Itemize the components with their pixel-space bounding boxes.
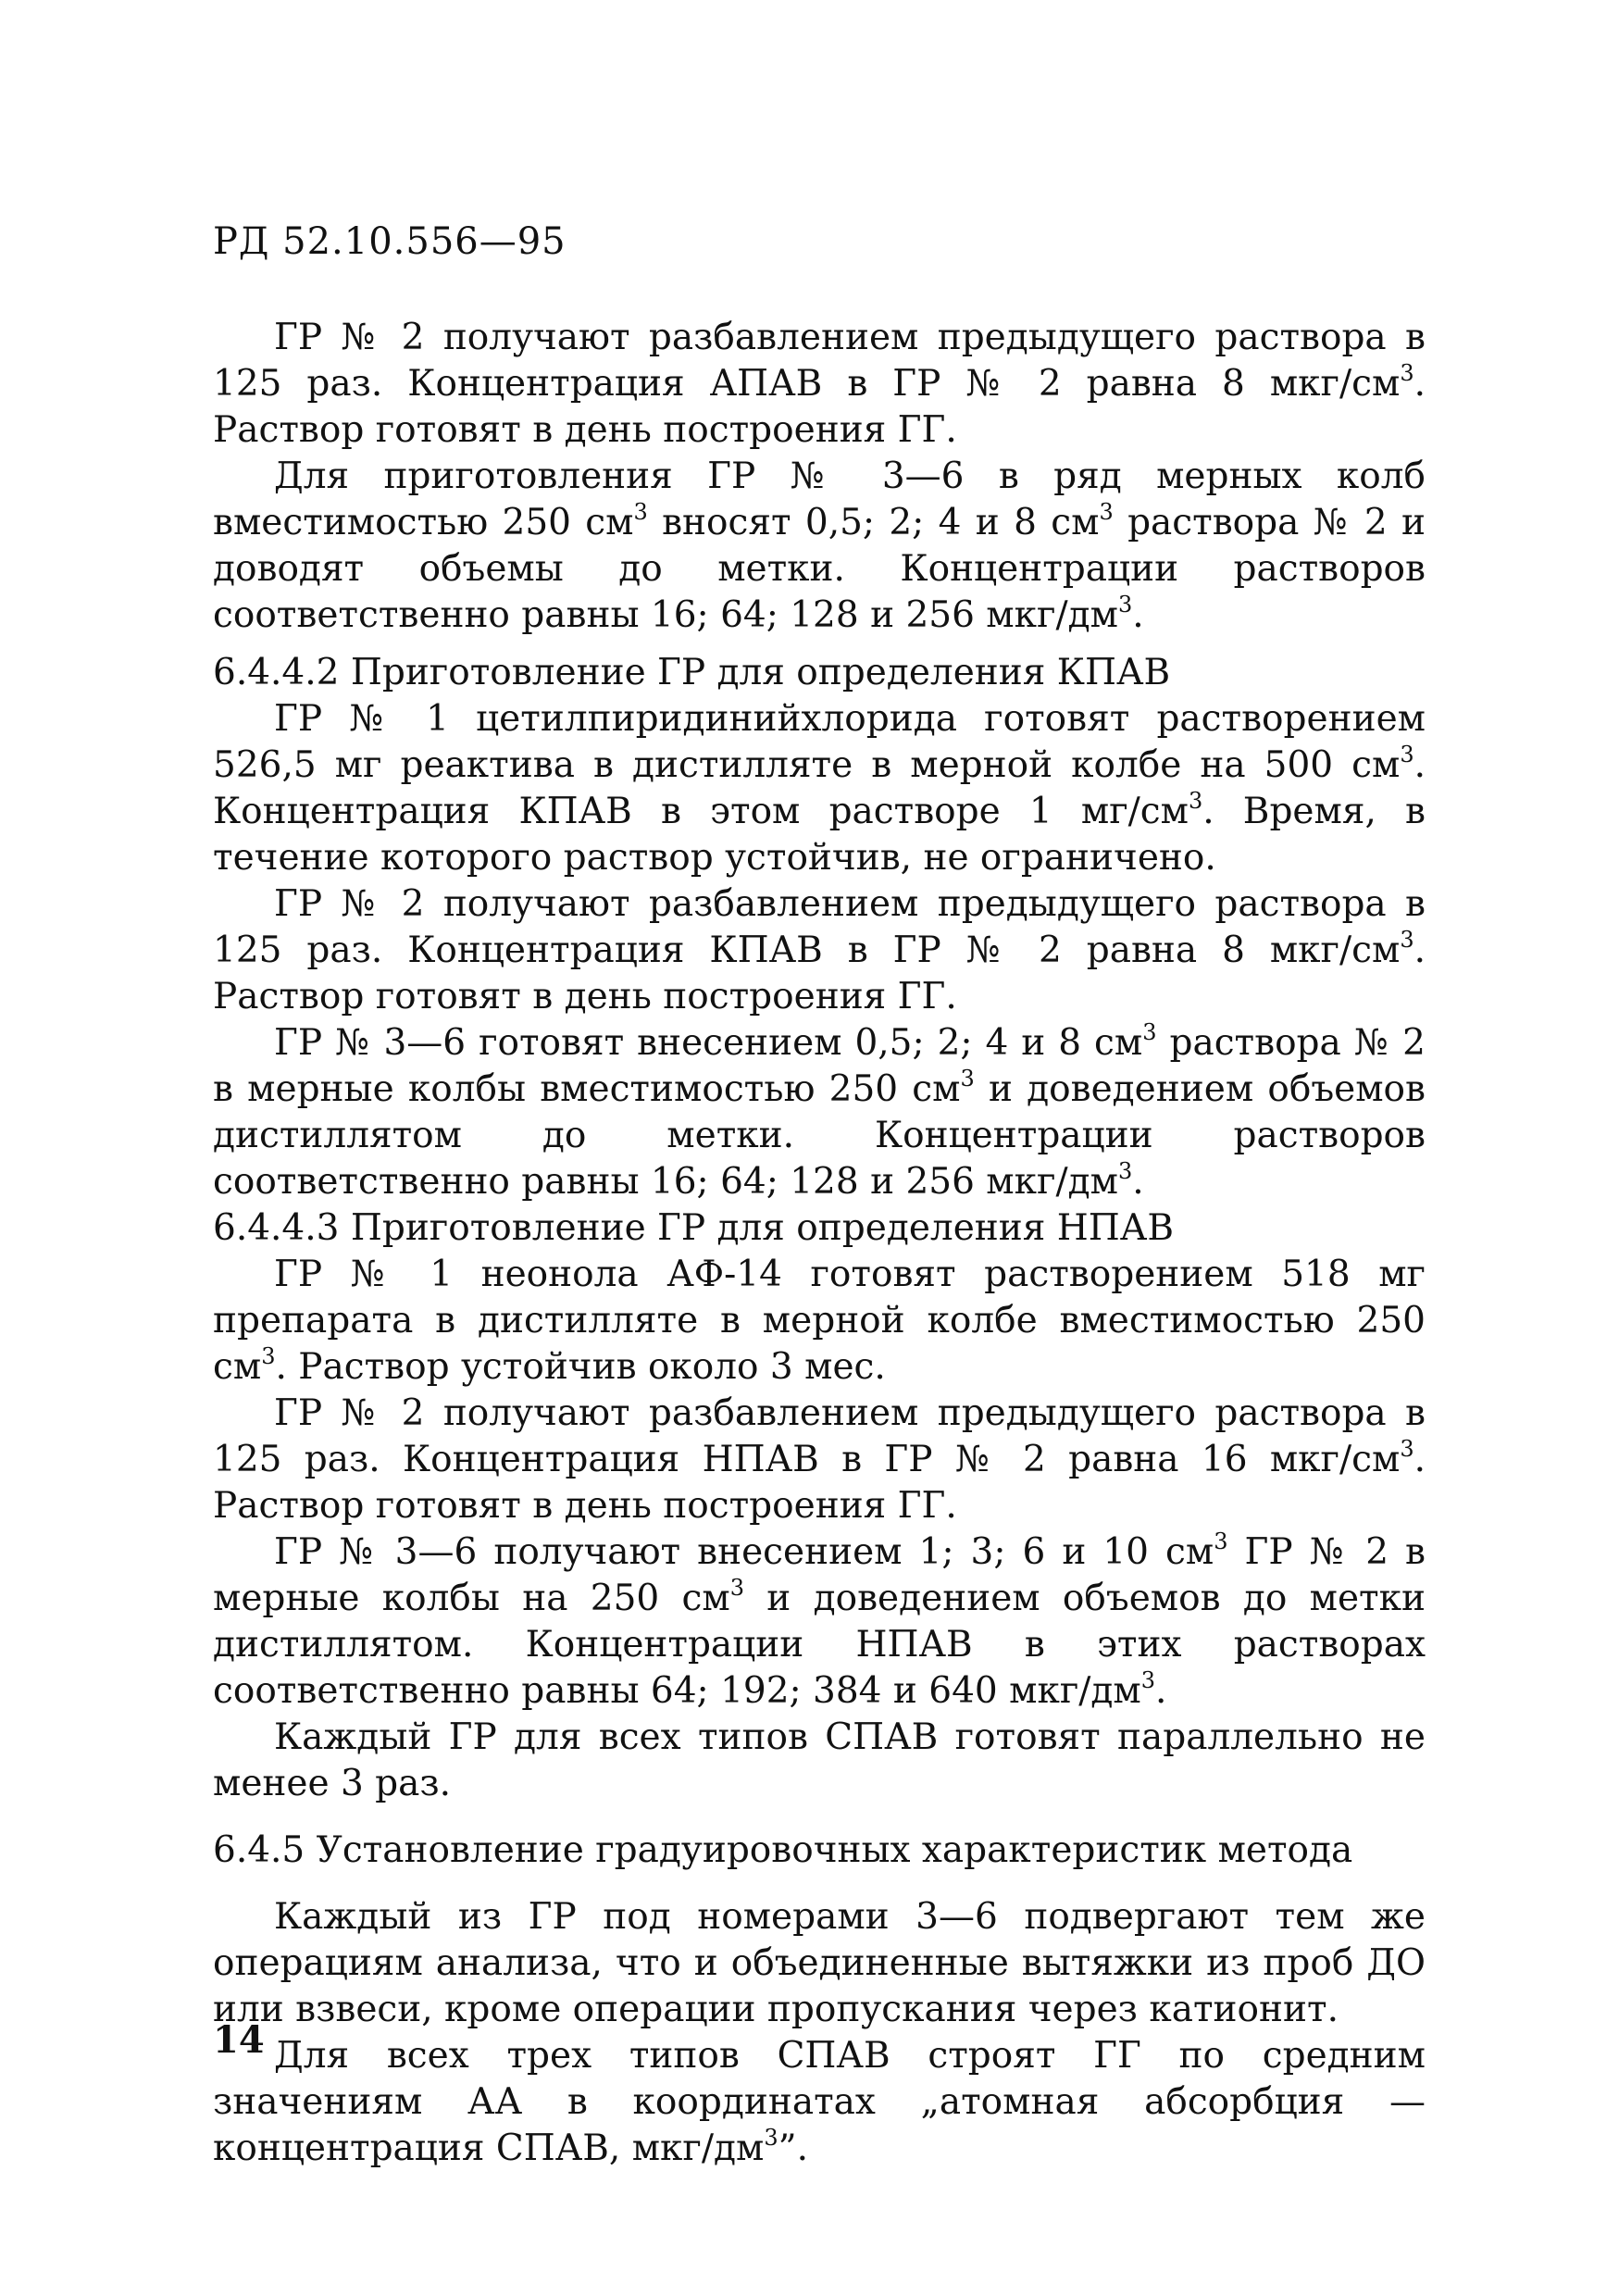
paragraph: ГР № 2 получают разбавлением предыдущего раствора в 125 раз. Концентрация НПАВ в ГР № 2 равна 16 мкг/$см^3$. Раствор готовят в день построения ГГ. (213, 1392, 1426, 1527)
section-heading: 6.4.5 Установление градуировочных характеристик метода (213, 1829, 1353, 1871)
paragraph: Для всех трех типов СПАВ строят ГГ по средним значениям АА в координатах „атомная абсорбция — концентрация СПАВ, мкг/$дм^3$”. (213, 2035, 1426, 2169)
section-heading: 6.4.4.3 Приготовление ГР для определения НПАВ (213, 1207, 1174, 1249)
page-number: 14 (213, 2018, 265, 2062)
paragraph: Для приготовления ГР № 3—6 в ряд мерных колб вместимостью 250 $см^3$ вносят 0,5; 2; 4 и 8 $см^3$ раствора № 2 и доводят объемы до метки. Концентрации растворов соответственно равны 16; 64; 128 и 256 мкг/$дм^3$. (213, 455, 1426, 636)
paragraph: ГР № 2 получают разбавлением предыдущего раствора в 125 раз. Концентрация АПАВ в ГР № 2 равна 8 мкг/$см^3$. Раствор готовят в день построения ГГ. (213, 317, 1426, 451)
section-heading: 6.4.4.2 Приготовление ГР для определения КПАВ (213, 652, 1171, 693)
paragraph: Каждый ГР для всех типов СПАВ готовят параллельно не менее 3 раз. (213, 1716, 1426, 1804)
paragraph: ГР № 2 получают разбавлением предыдущего раствора в 125 раз. Концентрация КПАВ в ГР № 2 равна 8 мкг/$см^3$. Раствор готовят в день построения ГГ. (213, 883, 1426, 1017)
document-code-header: РД 52.10.556—95 (213, 220, 567, 263)
paragraph: ГР № 3—6 готовят внесением 0,5; 2; 4 и 8 $см^3$ раствора № 2 в мерные колбы вместимостью 250 $см^3$ и доведением объемов дистиллятом до метки. Концентрации растворов соответственно равны 16; 64; 128 и 256 мкг/$дм^3$. (213, 1019, 1426, 1203)
paragraph: ГР № 1 неонола АФ-14 готовят растворением 518 мг препарата в дистилляте в мерной колбе вместимостью 250 $см^3$. Раствор устойчив около 3 мес. (213, 1254, 1426, 1388)
paragraph: ГР № 1 цетилпиридинийхлорида готовят растворением 526,5 мг реактива в дистилляте в мерной колбе на 500 $см^3$. Концентрация КПАВ в этом растворе 1 $мг/см^3$. Время, в течение которого раствор устойчив, не ограничено. (213, 698, 1426, 879)
paragraph: ГР № 3—6 получают внесением 1; 3; 6 и 10 $см^3$ ГР № 2 в мерные колбы на 250 $см^3$ и доведением объемов до метки дистиллятом. Концентрации НПАВ в этих растворах соответственно равны 64; 192; 384 и 640 мкг/$дм^3$. (213, 1529, 1426, 1712)
document-body (213, 315, 1426, 2172)
paragraph: Каждый из ГР под номерами 3—6 подвергают тем же операциям анализа, что и объединенные вытяжки из проб ДО или взвеси, кроме операции пропускания через катионит. (213, 1896, 1426, 2030)
